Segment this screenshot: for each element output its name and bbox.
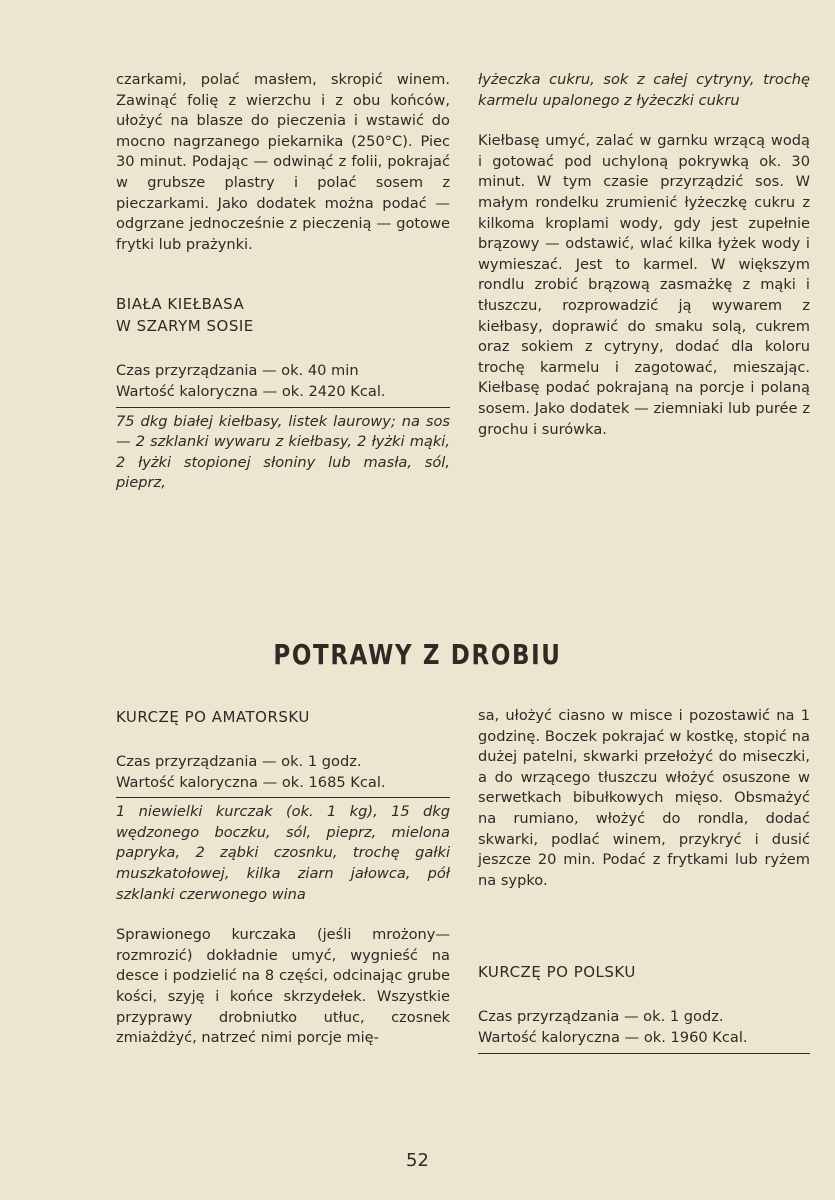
recipe-title: BIAŁA KIEŁBASA	[116, 295, 245, 314]
ingredients: 75 dkg białej kiełbasy, listek laurowy; na sos — 2 szklanki wywaru z kiełbasy, 2 łyżki mąki, 2 łyżki stopionej słoniny lub masła, sól, pieprz,	[116, 412, 450, 492]
divider	[116, 407, 450, 408]
recipe-title: KURCZĘ PO AMATORSKU	[116, 708, 310, 726]
page-number: 52	[406, 1150, 429, 1171]
recipe-method: Sprawionego kurczaka (jeśli mrożony— rozmrozić) dokładnie umyć, wygnieść na desce i podzielić na 8 części, odcinając grube kości, szyję i końce skrzydełek. Wszystkie przyprawy drobniutko utłuc, czosnek zmiażdżyć, natrzeć nimi porcje mię-	[116, 926, 450, 1047]
recipe-title: KURCZĘ PO POLSKU	[478, 963, 636, 982]
prep-time: Czas przyrządzania — ok. 40 min	[116, 362, 359, 380]
left-column-bottom	[116, 706, 450, 1049]
calorie-value: Wartość kaloryczna — ok. 1960 Kcal.	[478, 1028, 748, 1046]
divider	[116, 797, 450, 798]
left-column-top	[116, 70, 450, 494]
continued-paragraph: czarkami, polać masłem, skropić winem. Zawinąć folię z wierzchu i z obu końców, ułożyć na blasze do pieczenia i wstawić do mocno nagrzanego piekarnika (250°C). Piec 30 minut. Podając — odwinąć z folii, pokrajać w grubsze plastry i polać sosem z pieczarkami. Jako dodatek można podać — odgrzane jednocześnie z pieczenią — gotowe frytki lub prażynki.	[116, 71, 450, 253]
right-column-top	[478, 70, 810, 440]
calorie-value: Wartość kaloryczna — ok. 2420 Kcal.	[116, 382, 386, 400]
divider	[478, 1053, 810, 1054]
section-title: POTRAWY Z DROBIU	[273, 638, 562, 671]
prep-time: Czas przyrządzania — ok. 1 godz.	[116, 753, 362, 770]
recipe-method-continued: sa, ułożyć ciasno w misce i pozostawić na 1 godzinę. Boczek pokrajać w kostkę, stopić na dużej patelni, skwarki przełożyć do miseczki, a do wrzącego tłuszczu włożyć osuszone w serwetkach bibułkowych mięso. Obsmażyć na rumiano, włożyć do rondla, dodać skwarki, podlać winem, przykryć i dusić jeszcze 20 min. Podać z frytkami lub ryżem na sypko.	[478, 707, 810, 889]
right-column-bottom	[478, 706, 810, 1058]
calorie-value: Wartość kaloryczna — ok. 1685 Kcal.	[116, 773, 386, 791]
ingredients-continued: łyżeczka cukru, sok z całej cytryny, trochę karmelu upalonego z łyżeczki cukru	[478, 71, 810, 109]
prep-time: Czas przyrządzania — ok. 1 godz.	[478, 1008, 724, 1026]
recipe-method: Kiełbasę umyć, zalać w garnku wrzącą wodą i gotować pod uchyloną pokrywką ok. 30 minut. W tym czasie przyrządzić sos. W małym rondelku zrumienić łyżeczkę cukru z kilkoma kroplami wody, gdy jest zupełnie brązowy — odstawić, wlać kilka łyżek wody i wymieszać. Jest to karmel. W większym rondlu zrobić brązową zasmażkę z mąki i tłuszczu, rozprowadzić ją wywarem z kiełbasy, doprawić do smaku solą, cukrem oraz sokiem z cytryny, dodać dla koloru trochę karmelu i zagotować, mieszając. Kiełbasę podać pokrajaną na porcje i polaną sosem. Jako dodatek — ziemniaki lub purée z grochu i surówka.	[478, 132, 810, 438]
ingredients: 1 niewielki kurczak (ok. 1 kg), 15 dkg wędzonego boczku, sól, pieprz, mielona papryka, 2 ząbki czosnku, trochę gałki muszkatołowej, kilka ziarn jałowca, pół szklanki czerwonego wina	[116, 803, 450, 903]
recipe-title: W SZARYM SOSIE	[116, 317, 254, 336]
